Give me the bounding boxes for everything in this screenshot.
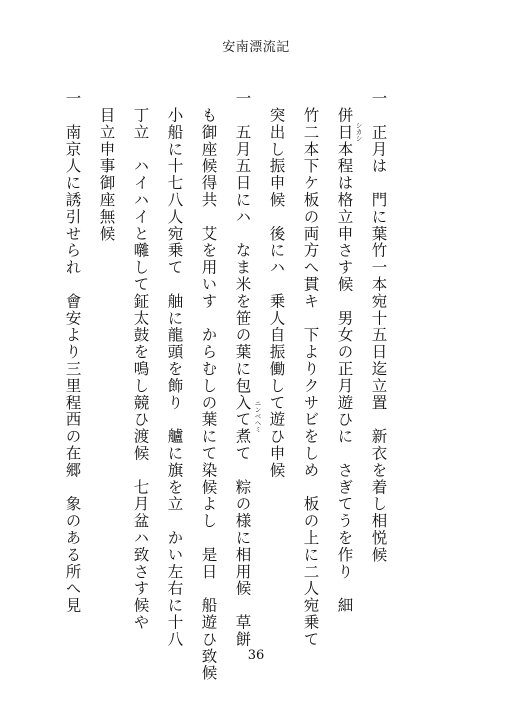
text-line-7: 小船に十七八人宛乗て 舳に龍頭を飾り 艫に旗を立 かい左右に十八 (165, 90, 184, 648)
text-line-5: 一 五月五日にハ なま米を笹の葉に包入て煮て 粽の様に相用候 草餅 (233, 90, 252, 648)
text-line-6: も御座候得共 艾を用いす からむしの葉にて染候よし 是日 船遊ひ致候 (199, 90, 218, 682)
text-line-1: 一 正月は 門に葉竹一本宛十五日迄立置 新衣を着し相悦候 (369, 90, 388, 564)
ruby-shikashi: シカシ (354, 122, 363, 142)
text-line-8: 丁立 ハイハイと囃して鉦太鼓を鳴し競ひ渡候 七月盆ハ致さす候や (131, 90, 150, 631)
text-line-2: 併日本程は格立申さす候 男女の正月遊ひに さぎてうを作り 細 (335, 90, 354, 614)
ruby-chimaki: ニンベヘミ (253, 400, 262, 433)
text-line-9: 目立申事御座無候 (97, 90, 116, 243)
page-number: 36 (247, 648, 265, 663)
text-line-4: 突出し振申候 後にハ 乗人自振働して遊ひ申候 (267, 90, 286, 479)
text-line-10: 一 南京人に誘引せられ 會安より三里程西の在郷 象のある所へ見 (63, 90, 82, 614)
page-title: 安南漂流記 (222, 40, 290, 55)
text-line-3: 竹二本下ケ板の両方へ貫キ 下よりクサビをしめ 板の上に二人宛乗て (301, 90, 320, 648)
